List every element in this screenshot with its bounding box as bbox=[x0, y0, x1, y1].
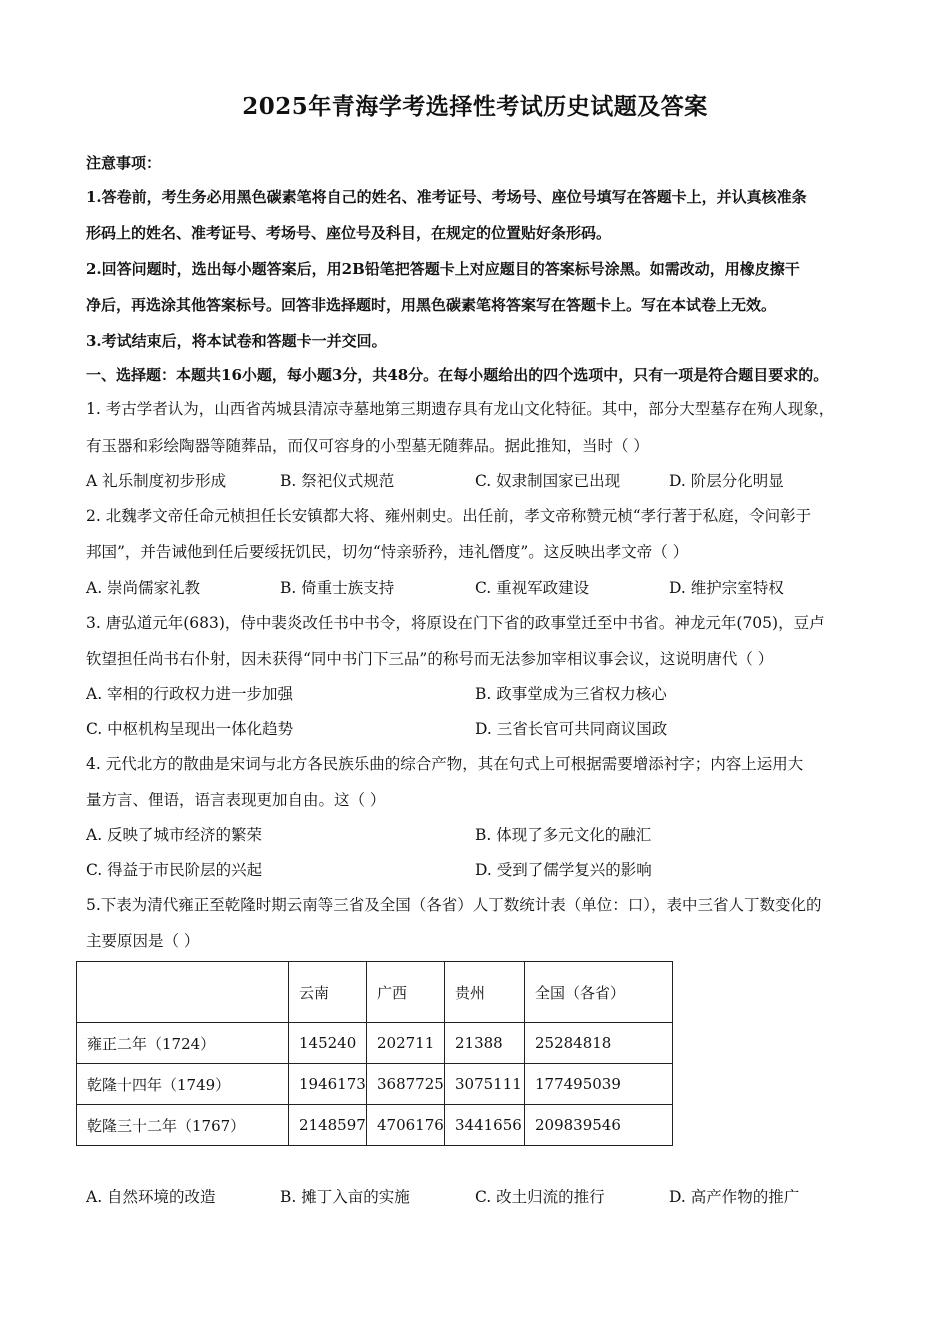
q5-stem-line-2: 主要原因是（ ） bbox=[86, 932, 200, 950]
table-cell: 21388 bbox=[445, 1023, 525, 1064]
q2-stem-line-2: 邦国”，并告诫他到任后要绥抚饥民，切勿“恃亲骄矜，违礼僭度”。这反映出孝文帝（ ） bbox=[86, 543, 689, 561]
q5-option-d: D. 高产作物的推广 bbox=[669, 1188, 800, 1206]
table-row bbox=[77, 1064, 673, 1105]
q1-stem-line-2: 有玉器和彩绘陶器等随葬品，而仅可容身的小型墓无随葬品。据此推知，当时（ ） bbox=[86, 437, 649, 455]
q1-option-c: C. 奴隶制国家已出现 bbox=[475, 472, 621, 490]
population-table bbox=[76, 961, 673, 1146]
q1-option-a: A 礼乐制度初步形成 bbox=[86, 472, 227, 490]
table-header-cell: 全国（各省） bbox=[525, 962, 673, 1023]
q4-options-row-2 bbox=[86, 859, 876, 881]
table-header-cell: 广西 bbox=[367, 962, 445, 1023]
q4-option-a: A. 反映了城市经济的繁荣 bbox=[86, 826, 263, 844]
q4-option-d: D. 受到了儒学复兴的影响 bbox=[475, 861, 652, 879]
notice-item-2-line-2: 净后，再选涂其他答案标号。回答非选择题时，用黑色碳素笔将答案写在答题卡上。写在本试卷上无效。 bbox=[86, 296, 777, 314]
table-cell: 3441656 bbox=[445, 1105, 525, 1146]
q1-option-b: B. 祭祀仪式规范 bbox=[280, 472, 395, 490]
table-cell: 4706176 bbox=[367, 1105, 445, 1146]
table-cell: 25284818 bbox=[525, 1023, 673, 1064]
table-cell: 145240 bbox=[289, 1023, 367, 1064]
q4-stem-line-2: 量方言、俚语，语言表现更加自由。这（ ） bbox=[86, 791, 386, 809]
q2-option-b: B. 倚重士族支持 bbox=[280, 579, 395, 597]
q1-options bbox=[86, 470, 876, 492]
table-cell: 202711 bbox=[367, 1023, 445, 1064]
q3-options-row-2 bbox=[86, 718, 876, 740]
q3-option-c: C. 中枢机构呈现出一体化趋势 bbox=[86, 720, 294, 738]
notice-item-1-line-2: 形码上的姓名、准考证号、考场号、座位号及科目，在规定的位置贴好条形码。 bbox=[86, 224, 612, 242]
page-title: 2025年青海学考选择性考试历史试题及答案 bbox=[242, 93, 708, 120]
q3-option-b: B. 政事堂成为三省权力核心 bbox=[475, 685, 667, 703]
section-heading: 一、选择题：本题共16小题，每小题3分，共48分。在每小题给出的四个选项中，只有一项是符合题目要求的。 bbox=[86, 366, 829, 384]
q3-option-d: D. 三省长官可共同商议国政 bbox=[475, 720, 668, 738]
table-cell: 2148597 bbox=[289, 1105, 367, 1146]
table-header-cell: 云南 bbox=[289, 962, 367, 1023]
q5-option-c: C. 改土归流的推行 bbox=[475, 1188, 605, 1206]
q2-option-a: A. 崇尚儒家礼教 bbox=[86, 579, 201, 597]
table-row bbox=[77, 1105, 673, 1146]
table-row bbox=[77, 1023, 673, 1064]
q2-stem-line-1: 2. 北魏孝文帝任命元桢担任长安镇都大将、雍州刺史。出任前，孝文帝称赞元桢“孝行著于私庭，令问彰于 bbox=[86, 507, 812, 525]
q3-stem-line-1: 3. 唐弘道元年(683)，侍中裴炎改任书中书令，将原设在门下省的政事堂迁至中书省。神龙元年(705)，豆卢 bbox=[86, 614, 825, 632]
table-cell: 3687725 bbox=[367, 1064, 445, 1105]
q4-option-b: B. 体现了多元文化的融汇 bbox=[475, 826, 652, 844]
notice-item-2-line-1: 2.回答问题时，选出每小题答案后，用2B铅笔把答题卡上对应题目的答案标号涂黑。如需改动，用橡皮擦干 bbox=[86, 260, 800, 278]
q2-options bbox=[86, 577, 876, 599]
table-cell: 3075111 bbox=[445, 1064, 525, 1105]
table-cell: 乾隆十四年（1749） bbox=[77, 1064, 289, 1105]
table-header-cell bbox=[77, 962, 289, 1023]
notice-item-1-line-1: 1.答卷前，考生务必用黑色碳素笔将自己的姓名、准考证号、考场号、座位号填写在答题卡上，并认真核准条 bbox=[86, 188, 807, 206]
q1-stem-line-1: 1. 考古学者认为，山西省芮城县清凉寺墓地第三期遗存具有龙山文化特征。其中，部分大型墓存在殉人现象， bbox=[86, 400, 835, 418]
q1-option-d: D. 阶层分化明显 bbox=[669, 472, 784, 490]
q4-stem-line-1: 4. 元代北方的散曲是宋词与北方各民族乐曲的综合产物，其在句式上可根据需要增添衬字；内容上运用大 bbox=[86, 755, 804, 773]
q5-option-b: B. 摊丁入亩的实施 bbox=[280, 1188, 410, 1206]
table-header-row bbox=[77, 962, 673, 1023]
q3-options-row-1 bbox=[86, 683, 876, 705]
q2-option-c: C. 重视军政建设 bbox=[475, 579, 590, 597]
table-cell: 209839546 bbox=[525, 1105, 673, 1146]
notice-heading: 注意事项： bbox=[86, 154, 162, 172]
table-header-cell: 贵州 bbox=[445, 962, 525, 1023]
table-cell: 乾隆三十二年（1767） bbox=[77, 1105, 289, 1146]
q4-options-row-1 bbox=[86, 824, 876, 846]
q4-option-c: C. 得益于市民阶层的兴起 bbox=[86, 861, 263, 879]
q2-option-d: D. 维护宗室特权 bbox=[669, 579, 784, 597]
q5-option-a: A. 自然环境的改造 bbox=[86, 1188, 216, 1206]
table-cell: 雍正二年（1724） bbox=[77, 1023, 289, 1064]
notice-item-3: 3.考试结束后，将本试卷和答题卡一并交回。 bbox=[86, 332, 387, 350]
q3-stem-line-2: 钦望担任尚书右仆射，因未获得“同中书门下三品”的称号而无法参加宰相议事会议，这说明唐代（ ） bbox=[86, 650, 774, 668]
q3-option-a: A. 宰相的行政权力进一步加强 bbox=[86, 685, 294, 703]
table-cell: 1946173 bbox=[289, 1064, 367, 1105]
q5-options bbox=[86, 1186, 876, 1208]
q5-stem-line-1: 5.下表为清代雍正至乾隆时期云南等三省及全国（各省）人丁数统计表（单位：口），表中三省人丁数变化的 bbox=[86, 896, 822, 914]
table-cell: 177495039 bbox=[525, 1064, 673, 1105]
